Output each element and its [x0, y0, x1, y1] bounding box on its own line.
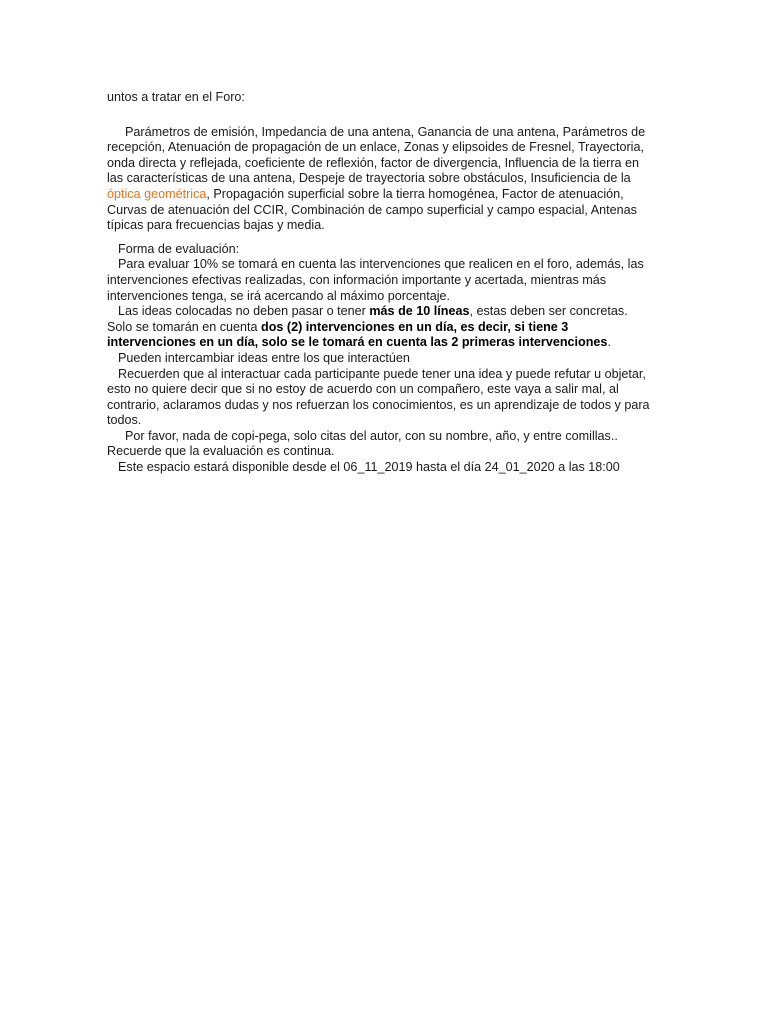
ideas-text-1: Las ideas colocadas no deben pasar o tener — [118, 304, 370, 319]
evaluation-paragraph: Para evaluar 10% se tomará en cuenta las intervenciones que realicen en el foro, además, las intervenciones efectivas realizadas, con información importante y acertada, mientras más intervenciones tenga, se irá acercando al máximo porcentaje. — [107, 257, 644, 303]
ideas-text-3: . — [607, 335, 611, 350]
ideas-bold-interventions-rule: dos (2) intervenciones en un día, es decir, si tiene 3 intervenciones en un día, solo se le tomará en cuenta las 2 primeras intervenciones — [107, 319, 608, 350]
document-body — [107, 90, 655, 476]
forum-topics-heading: untos a tratar en el Foro: — [107, 90, 245, 104]
ideas-text-2: , estas deben ser concretas. Solo se tomarán en cuenta — [107, 304, 628, 334]
exchange-ideas-line: Pueden intercambiar ideas entre los que interactúen — [118, 350, 410, 365]
availability-line: Este espacio estará disponible desde el 06_11_2019 hasta el día 24_01_2020 a las 18:00 — [118, 460, 620, 475]
ideas-rules-paragraph — [107, 304, 655, 351]
topics-text-before-link: Parámetros de emisión, Impedancia de una antena, Ganancia de una antena, Parámetros de recepción, Atenuación de propagación de un enlace, Zonas y elipsoides de Fresnel, Trayectoria, onda directa y reflejada, coeficiente de reflexión, factor de divergencia, Influencia de la tierra en las características de una antena, Despeje de trayectoria sobre obstáculos, Insuficiencia de la — [107, 124, 646, 186]
optica-geometrica-link[interactable]: óptica geométrica — [107, 186, 207, 201]
no-copy-paste-paragraph: Por favor, nada de copi-pega, solo citas del autor, con su nombre, año, y entre comillas.. Recuerde que la evaluación es continua. — [107, 428, 618, 459]
remember-paragraph: Recuerden que al interactuar cada participante puede tener una idea y puede refutar u objetar, esto no quiere decir que si no estoy de acuerdo con un compañero, este vaya a salir mal, al contrario, aclaramos dudas y nos refuerzan los conocimientos, es un aprendizaje de todos y para todos. — [107, 366, 650, 428]
topics-paragraph — [107, 125, 655, 234]
evaluation-heading: Forma de evaluación: — [118, 241, 240, 256]
topics-text-after-link: , Propagación superficial sobre la tierra homogénea, Factor de atenuación, Curvas de atenuación del CCIR, Combinación de campo superficial y campo espacial, Antenas típicas para frecuencias bajas y media. — [107, 186, 637, 233]
ideas-bold-lines-limit: más de 10 líneas — [369, 304, 470, 319]
